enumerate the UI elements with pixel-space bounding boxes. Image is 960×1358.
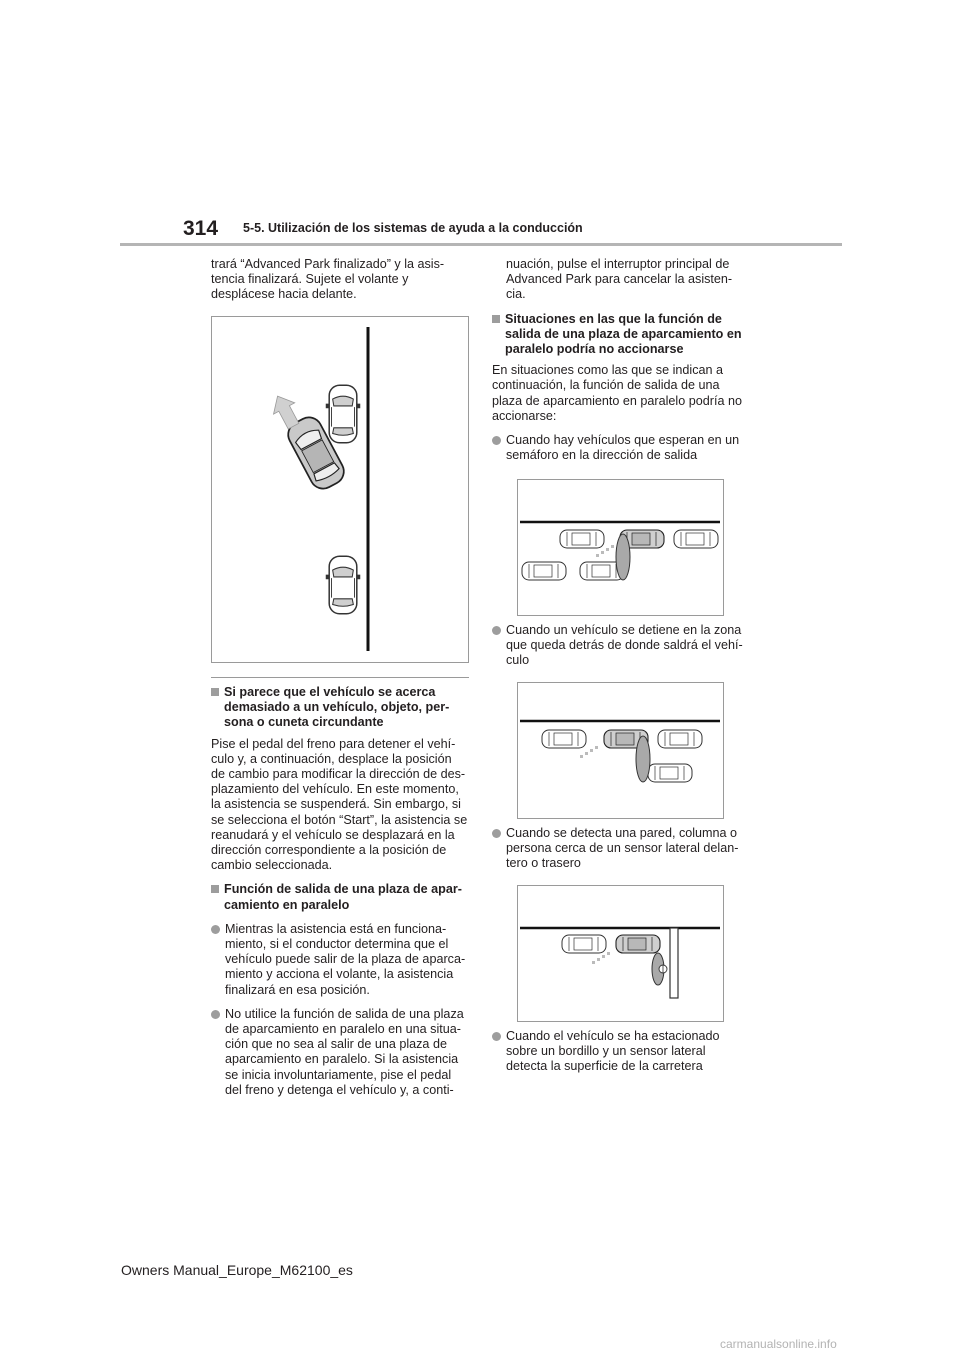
watermark: carmanualsonline.info xyxy=(720,1337,837,1351)
left-sections xyxy=(211,685,469,1098)
exit-parallel-illustration xyxy=(212,317,468,662)
bullet-exit-1: Mientras la asistencia está en funciona- miento, si el conductor determina que el vehículo puede salir de la plaza de aparca- miento y acciona el volante, la asistencia finalizará en esa posición. xyxy=(211,922,469,998)
header-rule xyxy=(120,243,842,246)
figure-vehicle-behind xyxy=(517,682,724,819)
bullet-situation-3: Cuando se detecta una pared, columna o persona cerca de un sensor lateral delan- tero o trasero xyxy=(492,826,750,872)
figure-wall-detection xyxy=(517,885,724,1022)
page-number: 314 xyxy=(183,217,219,240)
figure-waiting-vehicles xyxy=(517,479,724,616)
intro-paragraph: trará “Advanced Park finalizado” y la asis- tencia finalizará. Sujete el volante y desplácese hacia delante. xyxy=(211,257,445,302)
body-obstacle: Pise el pedal del freno para detener el vehí- culo y, a continuación, desplace la posición de cambio para modificar la dirección de des- plazamiento del vehículo. En este momento, la asistencia se suspenderá. Sin embargo, si se selecciona el botón “Start”, la asistencia se reanudará y el vehículo se desplazará en la dirección correspondiente a la posición de cambio seleccionada. xyxy=(211,736,468,873)
right-bullet-4 xyxy=(492,1029,750,1075)
left-column-rule xyxy=(211,677,469,678)
bullet-exit-2: No utilice la función de salida de una plaza de aparcamiento en paralelo en una situa- ción que no sea al salir de una plaza de aparcamiento en paralelo. Si la asistencia se inicia involuntariamente, pise el pedal del freno y detenga el vehículo y, a conti- xyxy=(211,1007,469,1098)
person-icon xyxy=(659,965,667,973)
right-top xyxy=(492,257,750,463)
right-bullet-3 xyxy=(492,826,750,872)
heading-obstacle: Si parece que el vehículo se acerca demasiado a un vehículo, objeto, per- sona o cuneta circundante xyxy=(211,685,469,731)
wall-column xyxy=(670,928,678,998)
heading-exit-function: Función de salida de una plaza de apar- camiento en paralelo xyxy=(211,882,469,912)
bullet-situation-2: Cuando un vehículo se detiene en la zona que queda detrás de donde saldrá el vehí- culo xyxy=(492,623,750,669)
bullet-situation-4: Cuando el vehículo se ha estacionado sobre un bordillo y un sensor lateral detecta la superficie de la carretera xyxy=(492,1029,750,1075)
figure-exit-parallel xyxy=(211,316,469,663)
bullet-situation-1: Cuando hay vehículos que esperan en un semáforo en la dirección de salida xyxy=(492,433,750,463)
footer-manual-id: Owners Manual_Europe_M62100_es xyxy=(121,1262,353,1278)
continuation-paragraph: nuación, pulse el interruptor principal de Advanced Park para cancelar la asisten- cia. xyxy=(506,257,733,302)
section-title: 5-5. Utilización de los sistemas de ayuda a la conducción xyxy=(243,221,583,235)
right-bullet-2 xyxy=(492,623,750,669)
body-situations: En situaciones como las que se indican a continuación, la función de salida de una plaza de aparcamiento en paralelo podría no accionarse: xyxy=(492,363,742,423)
left-intro xyxy=(211,257,469,303)
heading-situations: Situaciones en las que la función de salida de una plaza de aparcamiento en paralelo podría no accionarse xyxy=(492,312,750,358)
